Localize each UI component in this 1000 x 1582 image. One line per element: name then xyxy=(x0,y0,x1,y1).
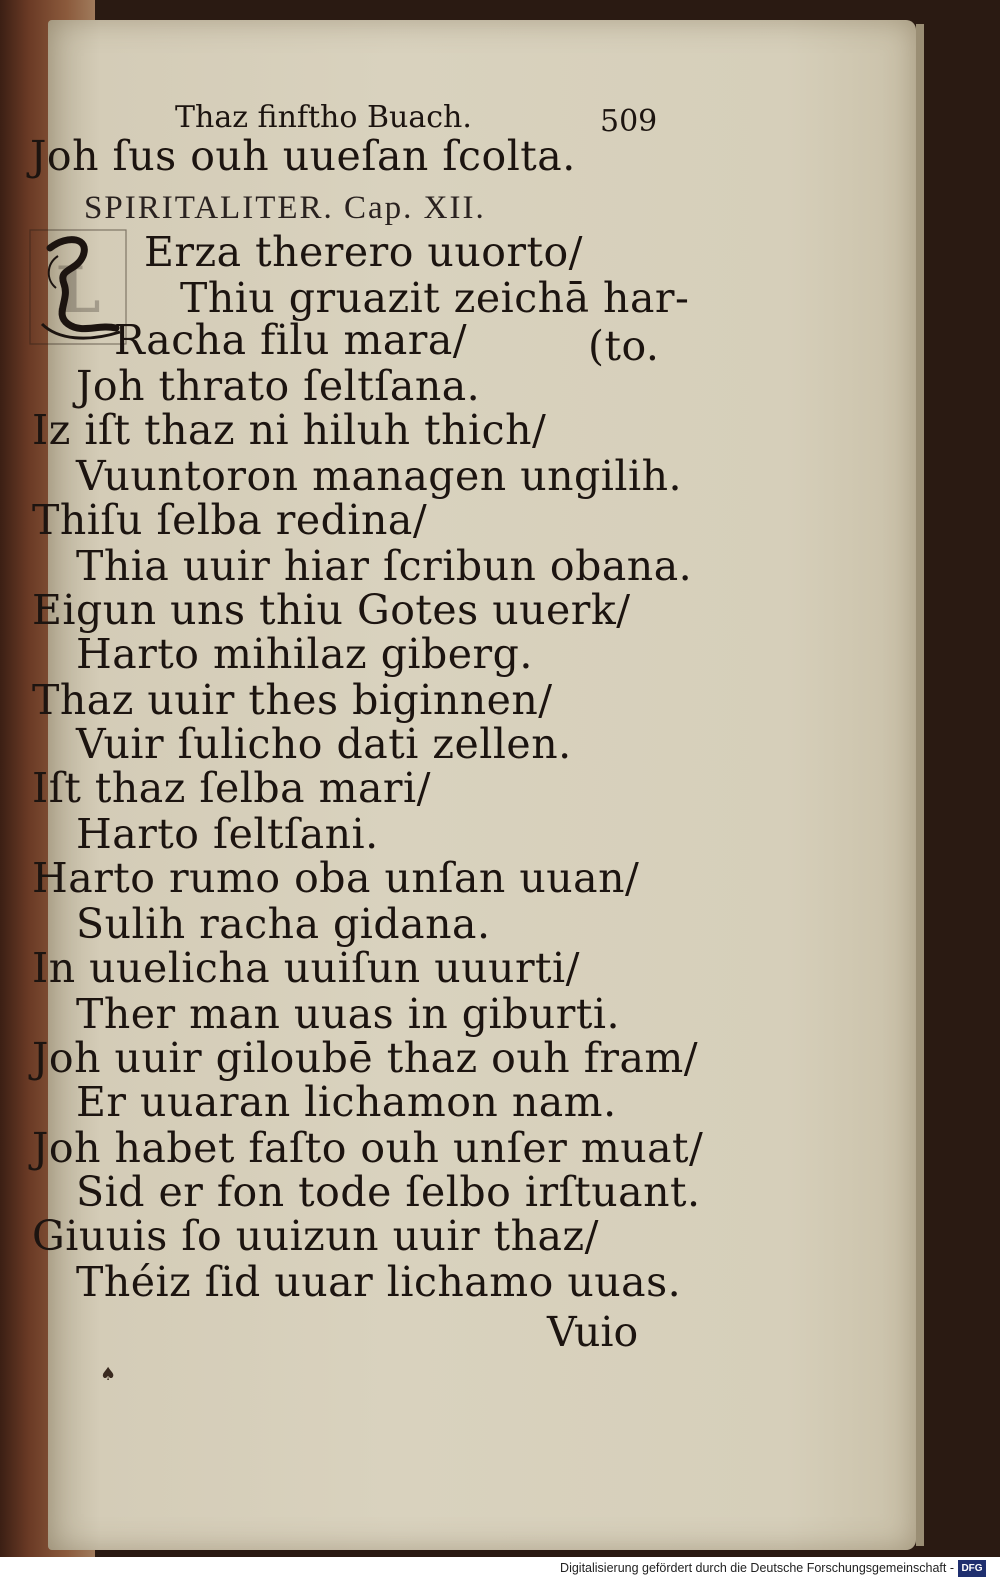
text-line: Joh uuir giloubē thaz ouh fram/ xyxy=(32,1034,699,1082)
text-line: Giuuis ſo uuizun uuir thaz/ xyxy=(32,1212,599,1260)
text-line: Eigun uns thiu Gotes uuerk/ xyxy=(32,586,631,634)
text-line: Joh habet faſto ouh unſer muat/ xyxy=(32,1124,704,1172)
text-line: Harto ſeltſani. xyxy=(76,810,379,858)
text-line: Harto rumo oba unſan uuan/ xyxy=(32,854,640,902)
drop-cap-ornament xyxy=(28,228,128,346)
footer-credit: Digitalisierung gefördert durch die Deutsche Forschungsgemeinschaft - xyxy=(560,1561,954,1575)
text-line: Sid er fon tode ſelbo irſtuant. xyxy=(76,1168,701,1216)
text-line: Vuuntoron managen ungilih. xyxy=(76,452,683,500)
text-line: Erza therero uuorto/ xyxy=(144,228,583,276)
text-line: Thiſu ſelba redina/ xyxy=(32,496,428,544)
text-line: Harto mihilaz giberg. xyxy=(76,630,533,678)
text-line: Iſt thaz ſelba mari/ xyxy=(32,764,431,812)
text-line: Thia uuir hiar ſcribun obana. xyxy=(76,542,693,590)
running-head: Thaz finftho Buach. xyxy=(175,100,472,135)
text-line: Sulih racha gidana. xyxy=(76,900,491,948)
chapter-heading: SPIRITALITER. Cap. XII. xyxy=(84,190,486,226)
text-line: Vuir ſulicho dati zellen. xyxy=(76,720,572,768)
text-line: Thiu gruazit zeichā har- xyxy=(180,274,690,322)
text-line: Joh thrato ſeltſana. xyxy=(76,362,481,410)
text-line: Racha filu mara/ xyxy=(114,316,468,364)
text-line: Er uuaran lichamon nam. xyxy=(76,1078,617,1126)
text-line: (to. xyxy=(588,322,660,370)
page-number: 509 xyxy=(600,104,658,139)
page-edge xyxy=(916,24,924,1546)
drop-cap-letter: L xyxy=(55,253,101,328)
text-line: Joh ſus ouh uueſan ſcolta. xyxy=(30,132,576,180)
text-line: Thaz uuir thes biginnen/ xyxy=(32,676,553,724)
text-line: Ther man uuas in giburti. xyxy=(76,990,621,1038)
digitization-footer xyxy=(0,1557,1000,1582)
stray-ink-mark: ♠ xyxy=(100,1364,117,1385)
catchword: Vuio xyxy=(547,1308,639,1356)
text-line: Théiz ſid uuar lichamo uuas. xyxy=(76,1258,682,1306)
text-line: Iz iſt thaz ni hiluh thich/ xyxy=(32,406,547,454)
text-line: In uuelicha uuiſun uuurti/ xyxy=(32,944,580,992)
dfg-logo-icon: DFG xyxy=(958,1560,986,1577)
